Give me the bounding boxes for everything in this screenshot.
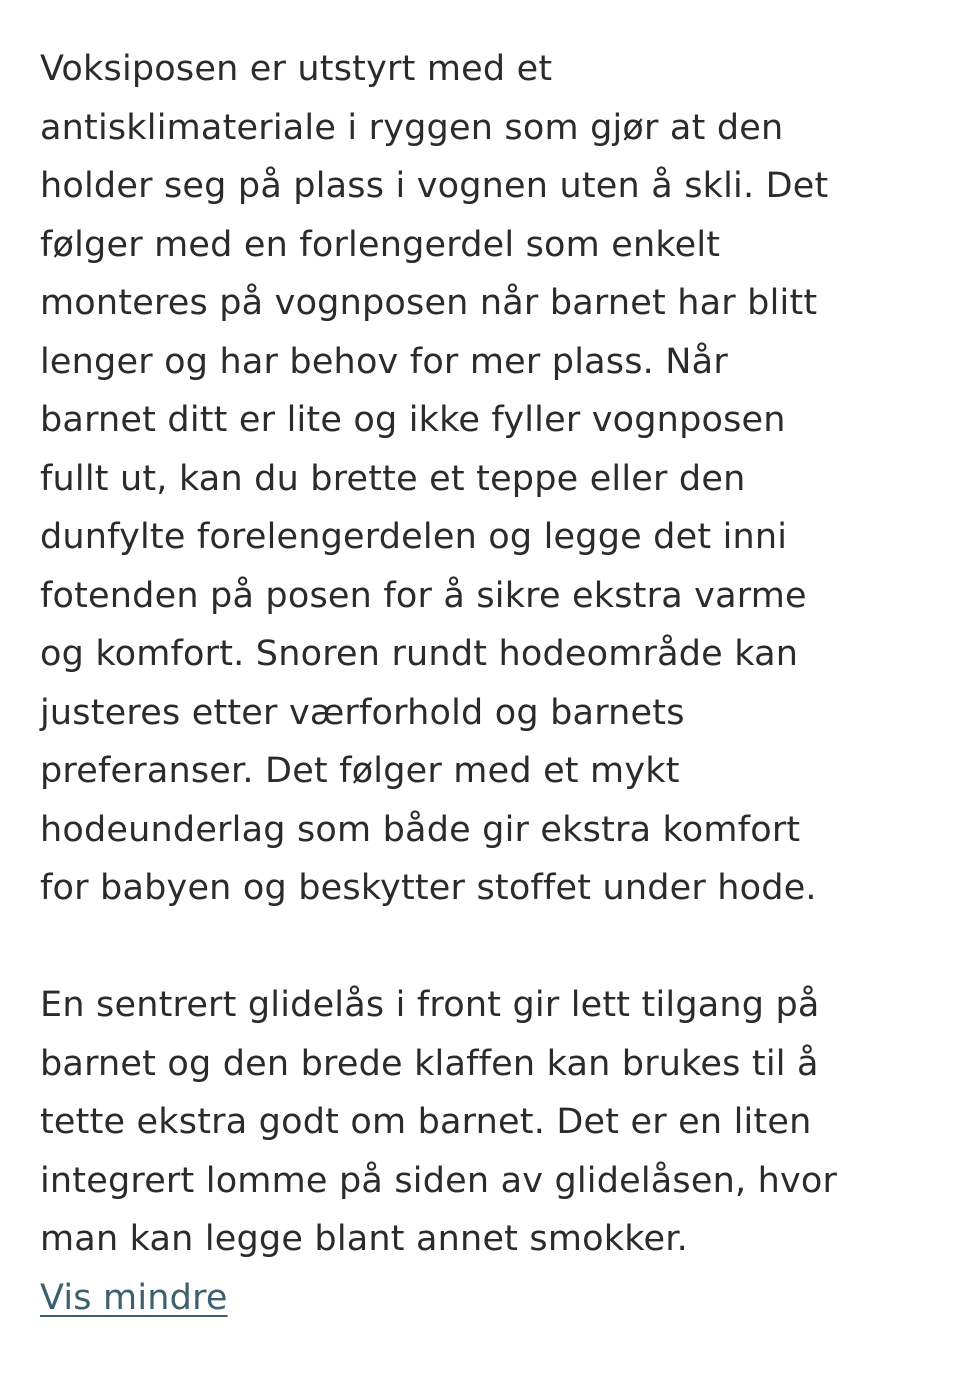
description-paragraph-2 (40, 976, 920, 1269)
paragraph-spacer (40, 918, 920, 977)
paragraph-line: preferanser. Det følger med et mykt (40, 751, 680, 791)
paragraph-line: fotenden på posen for å sikre ekstra varme (40, 575, 807, 616)
paragraph-line: lenger og har behov for mer plass. Når (40, 341, 728, 382)
show-less-link[interactable]: Vis mindre (40, 1277, 228, 1318)
paragraph-line: man kan legge blant annet smokker. (40, 1219, 688, 1259)
paragraph-line: tette ekstra godt om barnet. Det er en liten (40, 1102, 812, 1142)
paragraph-line: dunfylte forelengerdelen og legge det inni (40, 517, 788, 557)
paragraph-line: og komfort. Snoren rundt hodeområde kan (40, 634, 799, 674)
paragraph-line: antisklimateriale i ryggen som gjør at den (40, 107, 784, 148)
paragraph-line: følger med en forlengerdel som enkelt (40, 224, 721, 265)
paragraph-line: En sentrert glidelås i front gir lett tilgang på (40, 985, 820, 1025)
paragraph-line: integrert lomme på siden av glidelåsen, hvor (40, 1160, 838, 1201)
paragraph-line: barnet ditt er lite og ikke fyller vognposen (40, 400, 786, 440)
paragraph-line: barnet og den brede klaffen kan brukes til å (40, 1043, 819, 1084)
paragraph-line: hodeunderlag som både gir ekstra komfort (40, 809, 801, 850)
paragraph-line: holder seg på plass i vognen uten å skli. Det (40, 166, 829, 206)
paragraph-line: justeres etter værforhold og barnets (40, 692, 685, 733)
paragraph-line: fullt ut, kan du brette et teppe eller den (40, 458, 746, 499)
paragraph-line: for babyen og beskytter stoffet under hode. (40, 868, 817, 908)
paragraph-line: Voksiposen er utstyrt med et (40, 49, 553, 89)
description-paragraph-1 (40, 40, 920, 918)
paragraph-line: monteres på vognposen når barnet har blitt (40, 283, 818, 323)
product-description (40, 40, 920, 1327)
